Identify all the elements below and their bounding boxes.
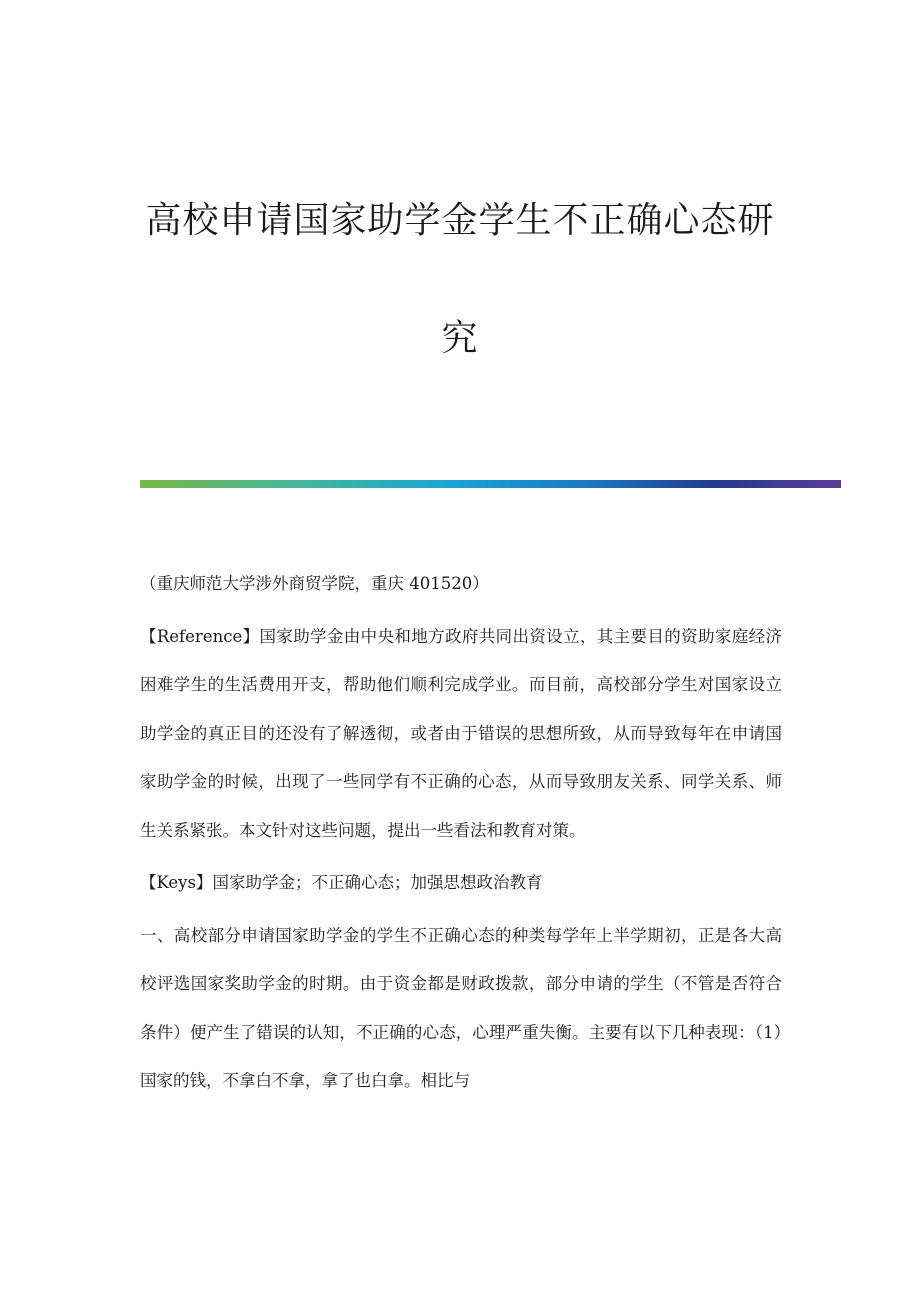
keywords-text: 国家助学金；不正确心态；加强思想政治教育: [212, 873, 543, 892]
document-title-line2: 究: [441, 318, 479, 359]
section1-paragraph: 一、高校部分申请国家助学金的学生不正确心态的种类每学年上半学期初，正是各大高校评选国家奖助学金的时期。由于资金都是财政拨款，部分申请的学生（不管是否符合条件）便产生了错误的认知，不正确的心态，心理严重失衡。主要有以下几种表现：（1）国家的钱，不拿白不拿，拿了也白拿。相比与: [140, 925, 782, 1090]
keywords-paragraph: [140, 859, 782, 908]
gradient-divider: [140, 480, 841, 488]
affiliation: （重庆师范大学涉外商贸学院，重庆 401520）: [140, 574, 489, 593]
document-title-line1: 高校申请国家助学金学生不正确心态研: [145, 200, 775, 241]
keywords-label: 【Keys】: [140, 873, 213, 892]
abstract-label: 【Reference】: [140, 626, 260, 646]
abstract-paragraph: [140, 613, 782, 856]
document-body: [140, 560, 782, 1110]
abstract-text: 国家助学金由中央和地方政府共同出资设立，其主要目的资助家庭经济困难学生的生活费用开支，帮助他们顺利完成学业。而目前，高校部分学生对国家设立助学金的真正目的还没有了解透彻，或者由于错误的思想所致，从而导致每年在申请国家助学金的时候，出现了一些同学有不正确的心态，从而导致朋友关系、同学关系、师生关系紧张。本文针对这些问题，提出一些看法和教育对策。: [140, 626, 782, 840]
